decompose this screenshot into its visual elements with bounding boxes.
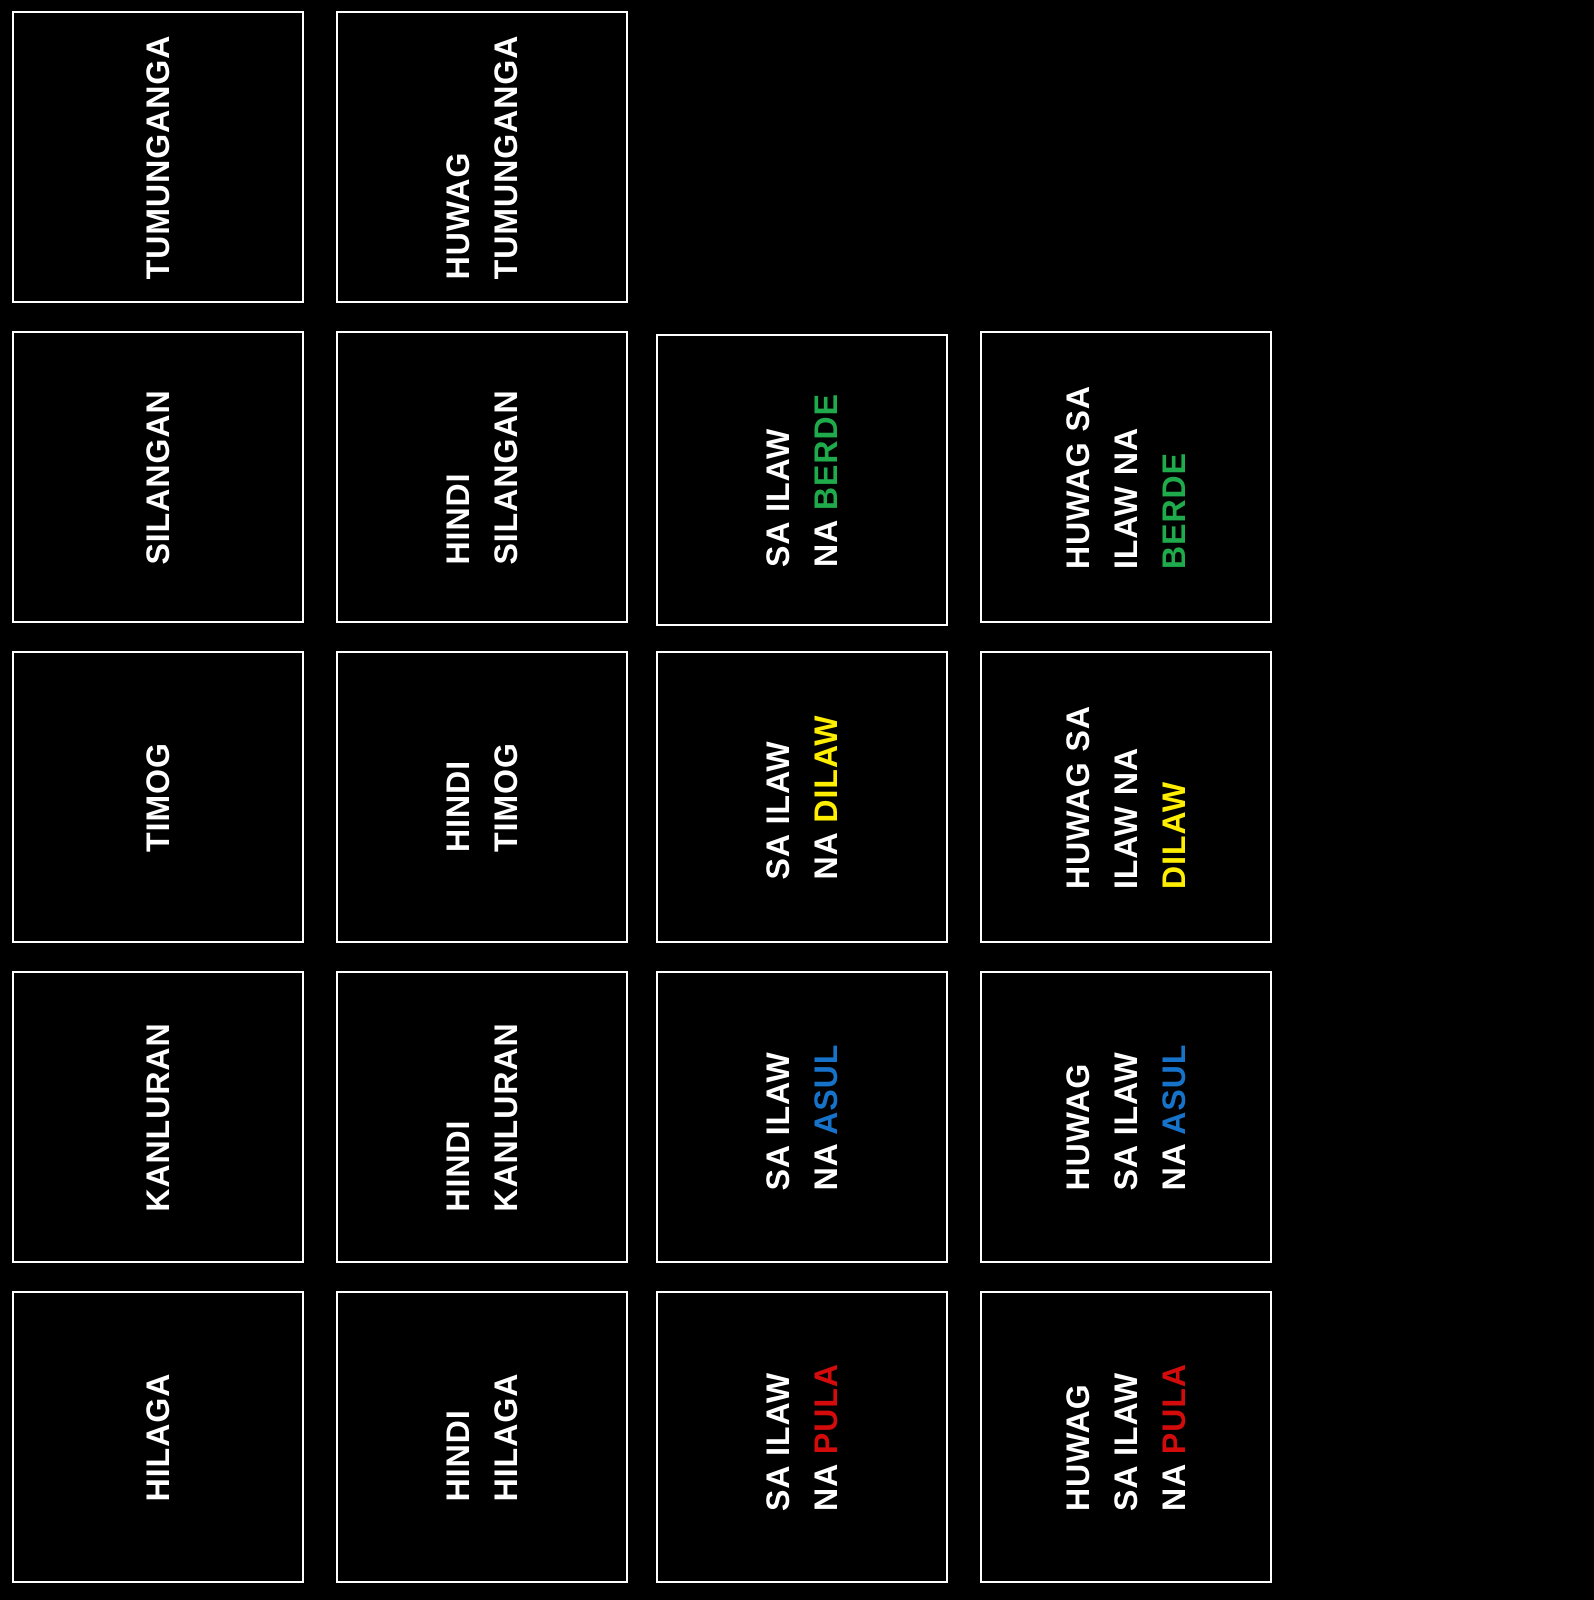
color-word-asul: ASUL bbox=[808, 1043, 844, 1135]
card-text bbox=[134, 1022, 182, 1211]
card-line bbox=[1150, 1044, 1198, 1191]
card-line: HUWAG bbox=[1060, 1062, 1096, 1191]
card-line: SILANGAN bbox=[488, 389, 524, 565]
color-word-dilaw: DILAW bbox=[1156, 780, 1192, 889]
card-text bbox=[754, 1363, 850, 1511]
card-line-prefix: NA bbox=[808, 822, 844, 880]
card-sa-ilaw-na-berde[interactable] bbox=[656, 334, 948, 626]
card-line: SA ILAW bbox=[760, 740, 796, 880]
card-line: SA ILAW bbox=[760, 1051, 796, 1191]
color-word-pula: PULA bbox=[808, 1362, 844, 1455]
card-text bbox=[434, 742, 530, 852]
card-line: HILAGA bbox=[140, 1372, 176, 1502]
card-line bbox=[802, 714, 850, 879]
card-line-prefix: NA bbox=[808, 1454, 844, 1512]
card-line: HUWAG bbox=[1060, 1383, 1096, 1512]
card-line-prefix: NA bbox=[808, 510, 844, 567]
card-tumunganga[interactable] bbox=[12, 11, 304, 303]
card-text bbox=[134, 35, 182, 280]
card-line: TIMOG bbox=[488, 742, 524, 852]
card-text bbox=[1054, 385, 1198, 569]
card-line: HILAGA bbox=[488, 1372, 524, 1502]
card-line: SA ILAW bbox=[1108, 1051, 1144, 1191]
card-sa-ilaw-na-dilaw[interactable] bbox=[656, 651, 948, 943]
card-line: TIMOG bbox=[140, 742, 176, 852]
color-word-pula: PULA bbox=[1156, 1362, 1192, 1455]
card-text bbox=[1054, 1044, 1198, 1191]
card-line: TUMUNGANGA bbox=[488, 34, 524, 280]
card-line: HUWAG SA bbox=[1060, 705, 1096, 889]
card-huwag-sa-ilaw-na-pula[interactable] bbox=[980, 1291, 1272, 1583]
card-line-prefix: NA bbox=[1156, 1454, 1192, 1512]
card-kanluran[interactable] bbox=[12, 971, 304, 1263]
card-hindi-silangan[interactable] bbox=[336, 331, 628, 623]
card-line: SILANGAN bbox=[140, 389, 176, 565]
card-line: HINDI bbox=[440, 1119, 476, 1212]
card-text bbox=[434, 1373, 530, 1502]
card-text bbox=[434, 35, 530, 280]
card-line: ILAW NA bbox=[1108, 426, 1144, 569]
card-line bbox=[802, 1044, 850, 1191]
card-line bbox=[802, 1363, 850, 1511]
card-line: KANLURAN bbox=[488, 1022, 524, 1212]
card-text bbox=[134, 1373, 182, 1502]
card-line: HUWAG bbox=[440, 151, 476, 280]
card-line-prefix: NA bbox=[1156, 1134, 1192, 1191]
card-line: HINDI bbox=[440, 759, 476, 852]
card-sa-ilaw-na-asul[interactable] bbox=[656, 971, 948, 1263]
card-text bbox=[754, 1044, 850, 1191]
card-hindi-timog[interactable] bbox=[336, 651, 628, 943]
card-huwag-sa-ilaw-na-asul[interactable] bbox=[980, 971, 1272, 1263]
card-text bbox=[1054, 705, 1198, 889]
color-word-dilaw: DILAW bbox=[808, 714, 844, 823]
card-hindi-hilaga[interactable] bbox=[336, 1291, 628, 1583]
card-line bbox=[1150, 1363, 1198, 1511]
card-text bbox=[434, 389, 530, 564]
color-word-asul: ASUL bbox=[1156, 1043, 1192, 1135]
card-line-prefix: NA bbox=[808, 1134, 844, 1191]
card-huwag-sa-ilaw-na-berde[interactable] bbox=[980, 331, 1272, 623]
color-word-berde: BERDE bbox=[808, 393, 844, 511]
card-silangan[interactable] bbox=[12, 331, 304, 623]
card-line: SA ILAW bbox=[760, 427, 796, 567]
card-text bbox=[134, 389, 182, 564]
card-line: SA ILAW bbox=[1108, 1371, 1144, 1512]
card-sa-ilaw-na-pula[interactable] bbox=[656, 1291, 948, 1583]
card-line: KANLURAN bbox=[140, 1022, 176, 1212]
card-line: HINDI bbox=[440, 1409, 476, 1502]
color-word-berde: BERDE bbox=[1156, 451, 1192, 569]
card-hilaga[interactable] bbox=[12, 1291, 304, 1583]
card-text bbox=[754, 393, 850, 567]
card-line bbox=[802, 393, 850, 567]
card-timog[interactable] bbox=[12, 651, 304, 943]
card-text bbox=[434, 1022, 530, 1211]
card-line: HUWAG SA bbox=[1060, 385, 1096, 569]
card-text bbox=[754, 714, 850, 879]
card-huwag-tumunganga[interactable] bbox=[336, 11, 628, 303]
card-text bbox=[134, 742, 182, 852]
card-line: SA ILAW bbox=[760, 1371, 796, 1512]
card-line: ILAW NA bbox=[1108, 746, 1144, 889]
card-line: TUMUNGANGA bbox=[140, 34, 176, 280]
card-line: HINDI bbox=[440, 472, 476, 565]
card-huwag-sa-ilaw-na-dilaw[interactable] bbox=[980, 651, 1272, 943]
card-hindi-kanluran[interactable] bbox=[336, 971, 628, 1263]
card-text bbox=[1054, 1363, 1198, 1511]
